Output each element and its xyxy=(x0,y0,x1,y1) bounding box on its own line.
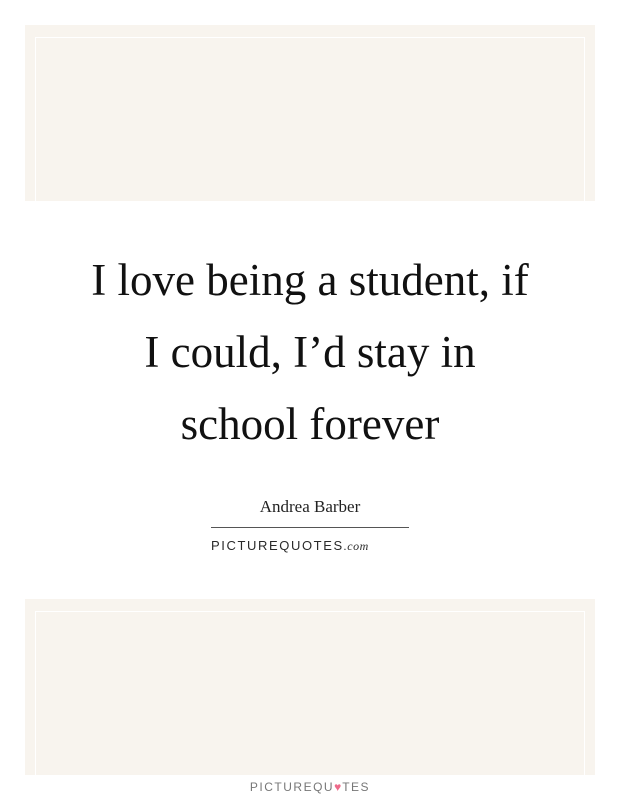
bottom-panel-inner-border xyxy=(35,611,585,789)
heart-icon: ♥ xyxy=(334,780,342,794)
top-panel-inner-border xyxy=(35,37,585,215)
footer-logo-left: PICTUREQU xyxy=(249,780,335,794)
quote-line-3: school forever xyxy=(180,399,440,449)
author-divider xyxy=(211,527,409,528)
footer-logo xyxy=(0,780,620,794)
quote-line-1: I love being a student, if xyxy=(91,255,529,305)
quote-line-2: I could, I’d stay in xyxy=(144,327,476,377)
quote-text xyxy=(40,244,580,460)
top-decor-panel xyxy=(25,25,595,201)
footer-logo-right: TES xyxy=(342,780,371,794)
brand-dotcom: .com xyxy=(343,539,369,553)
brand-watermark xyxy=(211,538,411,554)
brand-name: PICTUREQUOTES xyxy=(211,538,344,553)
bottom-decor-panel xyxy=(25,599,595,775)
quote-author: Andrea Barber xyxy=(259,497,361,516)
